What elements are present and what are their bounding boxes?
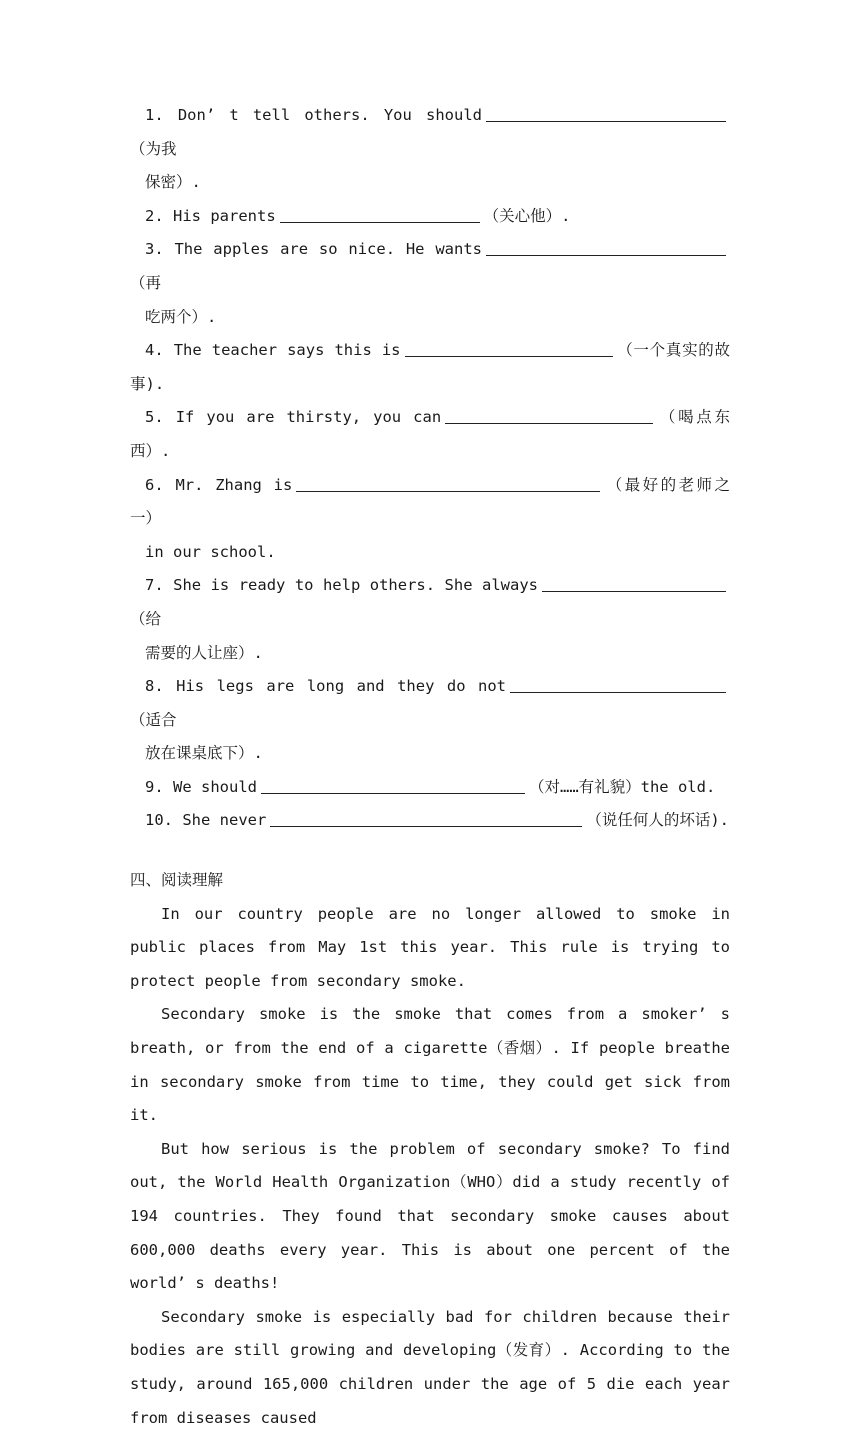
- exercise-hint: （喝点东西）.: [130, 408, 730, 460]
- exercise-continuation: 需要的人让座）.: [145, 643, 263, 662]
- exercise-prompt: 5. If you are thirsty, you can: [145, 408, 442, 427]
- exercise-hint: （最好的老师之一）: [130, 475, 730, 528]
- exercise-continuation: 吃两个）.: [145, 307, 217, 326]
- answer-blank[interactable]: [510, 672, 726, 693]
- answer-blank[interactable]: [280, 202, 480, 223]
- exercise-hint: （说任何人的坏话).: [586, 811, 729, 830]
- exercise-item: [130, 804, 730, 838]
- exercise-item: [130, 469, 730, 570]
- exercise-prompt: 7. She is ready to help others. She always: [145, 576, 538, 595]
- exercise-item: [130, 670, 730, 771]
- section-title: 四、阅读理解: [130, 871, 224, 890]
- answer-blank[interactable]: [296, 471, 600, 492]
- exercise-hint: （再: [130, 273, 162, 292]
- answer-blank[interactable]: [542, 571, 726, 592]
- exercise-continuation: in our school.: [145, 542, 276, 561]
- exercise-prompt: 6. Mr. Zhang is: [145, 475, 293, 494]
- passage-paragraph: In our country people are no longer allowed to smoke in public places from May 1st this year. This rule is trying to protect people from secondary smoke.: [130, 904, 730, 990]
- document-content: [130, 99, 730, 1435]
- exercise-prompt: 2. His parents: [145, 206, 276, 225]
- exercise-prompt: 8. His legs are long and they do not: [145, 677, 506, 696]
- exercise-hint: （给: [130, 609, 162, 628]
- exercise-hint: （为我: [130, 139, 177, 158]
- exercise-item: [130, 99, 730, 200]
- answer-blank[interactable]: [270, 806, 582, 827]
- exercise-hint: （关心他）.: [483, 206, 571, 225]
- exercise-prompt: 4. The teacher says this is: [145, 341, 401, 360]
- exercise-item: [130, 401, 730, 468]
- answer-blank[interactable]: [261, 773, 525, 794]
- exercise-hint: （对……有礼貌）the old.: [528, 777, 716, 796]
- answer-blank[interactable]: [486, 101, 726, 122]
- exercise-continuation: 保密）.: [145, 173, 201, 192]
- exercise-item: [130, 334, 730, 401]
- exercise-prompt: 10. She never: [145, 811, 267, 830]
- exercise-continuation: 放在课桌底下）.: [145, 744, 263, 763]
- exercise-hint: （一个真实的故事).: [130, 341, 730, 393]
- passage-paragraph: Secondary smoke is the smoke that comes from a smoker’ s breath, or from the end of a cigarette（香烟）. If people breathe in secondary smoke from time to time, they could get sick from it.: [130, 1005, 730, 1125]
- reading-passage: [130, 898, 730, 1435]
- exercise-prompt: 9. We should: [145, 777, 257, 796]
- exercise-hint: （适合: [130, 710, 177, 729]
- passage-paragraph: But how serious is the problem of secondary smoke? To find out, the World Health Organization（WHO）did a study recently of 194 countries. They found that secondary smoke causes about 600,000 deaths every year. This is about one percent of the world’ s deaths!: [130, 1139, 730, 1293]
- answer-blank[interactable]: [445, 403, 653, 424]
- exercise-prompt: 1. Don’ t tell others. You should: [145, 106, 482, 124]
- exercise-prompt: 3. The apples are so nice. He wants: [145, 240, 482, 259]
- exercise-item: [130, 569, 730, 670]
- exercise-item: [130, 771, 730, 805]
- exercise-list: [130, 99, 730, 838]
- answer-blank[interactable]: [405, 336, 613, 357]
- passage-paragraph: Secondary smoke is especially bad for children because their bodies are still growing and developing（发育）. According to the study, around 165,000 children under the age of 5 die each year from diseases caused: [130, 1307, 730, 1427]
- exercise-item: [130, 200, 730, 234]
- answer-blank[interactable]: [486, 235, 726, 256]
- exercise-item: [130, 233, 730, 334]
